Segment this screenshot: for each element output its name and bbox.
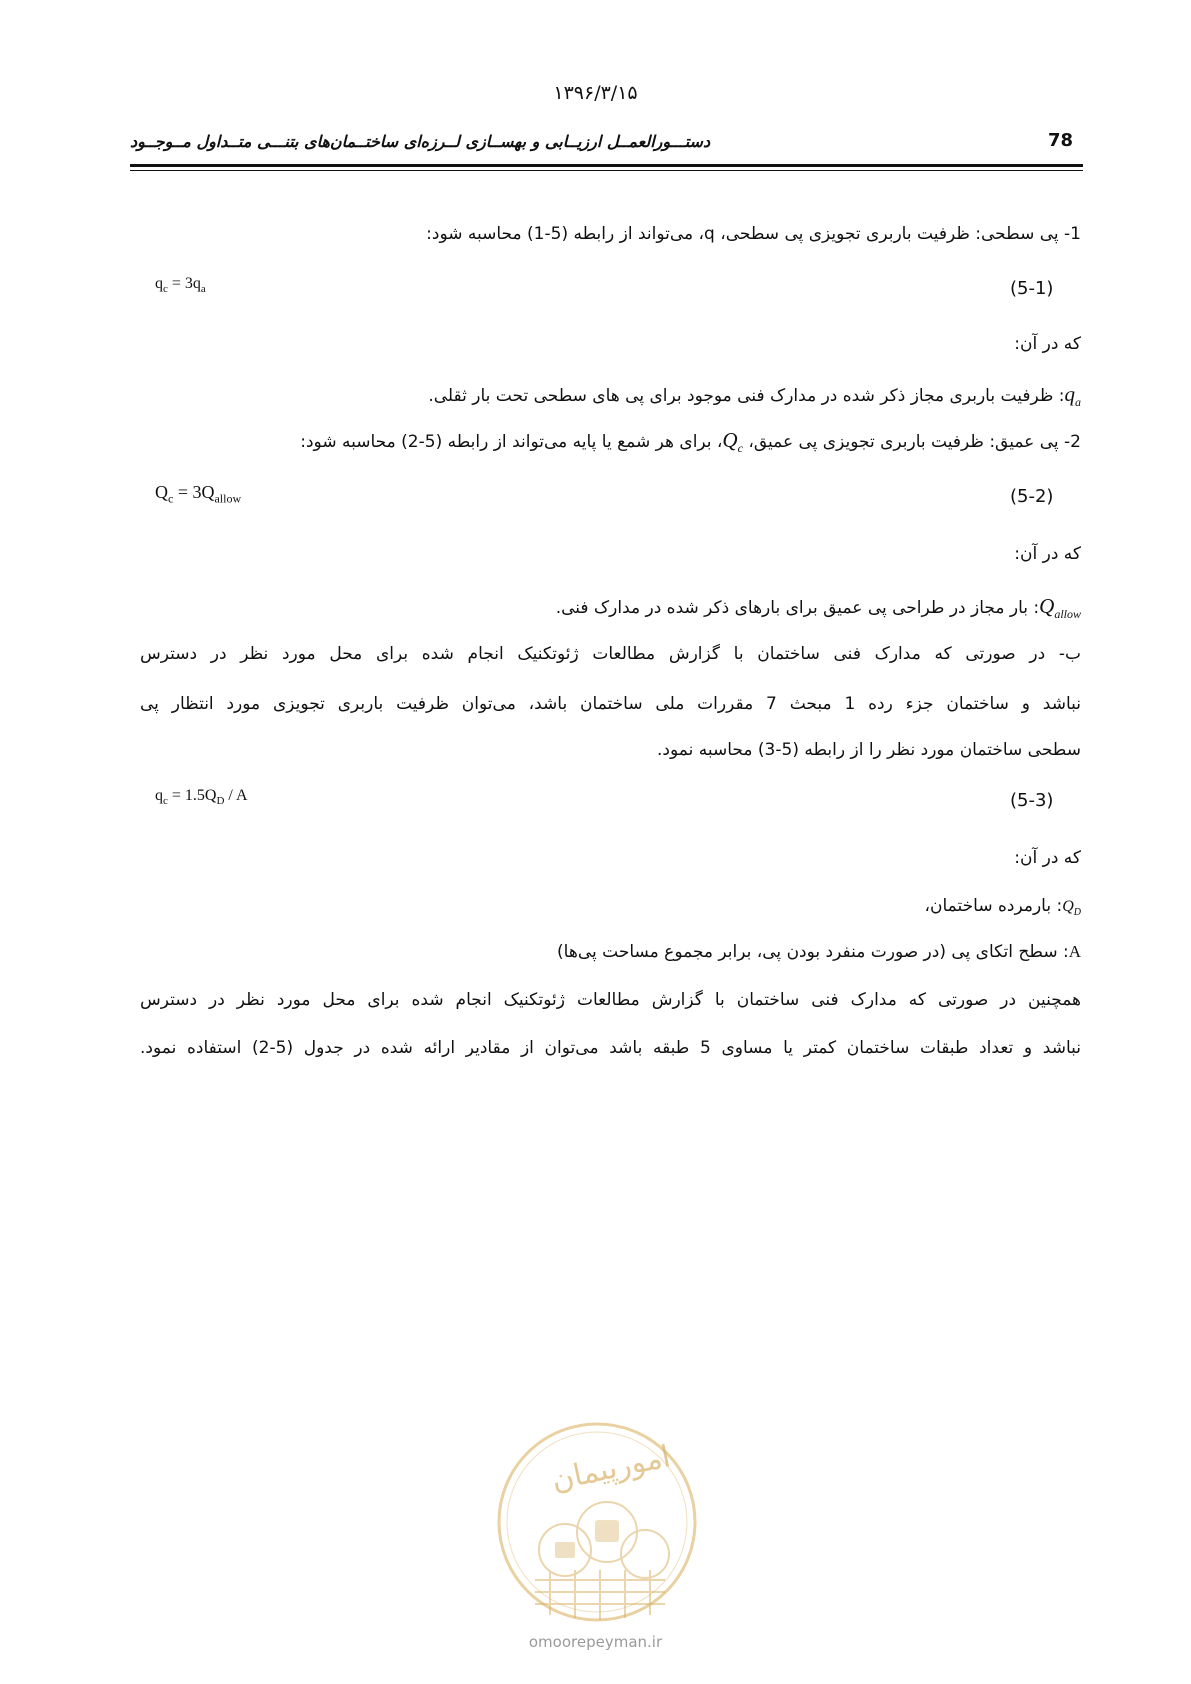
paragraph-b-line-3: سطحی ساختمان مورد نظر را از رابطه (5-3) محاسبه نمود. [657, 740, 1081, 760]
symbol-qd: $Q_D$ [1062, 898, 1081, 919]
definition-a: A: سطح اتکای پی (در صورت منفرد بودن پی، برابر مجموع مساحت پی‌ها) [557, 942, 1081, 962]
final-paragraph-line-1: همچنین در صورتی که مدارک فنی ساختمان با گزارش مطالعات ژئوتکنیک انجام شده برای محل مورد نظر در دسترس [140, 990, 1081, 1010]
equation-1-number: (5-1) [1010, 278, 1054, 299]
final-paragraph-line-2: نباشد و تعداد طبقات ساختمان کمتر یا مساوی 5 طبقه باشد می‌توان از مقادیر ارائه شده در جدول (5-2) استفاده نمود. [140, 1038, 1082, 1058]
equation-3-number: (5-3) [1010, 790, 1054, 811]
svg-text:امورپیمان: امورپیمان [548, 1439, 674, 1499]
equation-2-number: (5-2) [1010, 486, 1054, 507]
equation-3-formula: $q_c = 1.5Q_D / A$ [155, 787, 248, 808]
item1-paragraph: 1- پی سطحی: ظرفیت باربری تجویزی پی سطحی، q، می‌تواند از رابطه (5-1) محاسبه شود: [426, 224, 1081, 244]
where-label-2: که در آن: [1014, 544, 1081, 564]
header-rule-thick [130, 164, 1083, 167]
equation-1-formula: $q_c = 3q_a$ [155, 275, 206, 296]
paragraph-b-line-1: ب- در صورتی که مدارک فنی ساختمان با گزارش مطالعات ژئوتکنیک انجام شده برای محل مورد نظر در دسترس [140, 644, 1081, 664]
equation-2-formula: $Q_c = 3Q_{allow}$ [155, 482, 242, 506]
watermark-logo [495, 1420, 700, 1625]
symbol-a: A [1068, 942, 1081, 961]
item2-paragraph: 2- پی عمیق: ظرفیت باربری تجویزی پی عمیق، $Q_c،$ برای هر شمع یا پایه می‌تواند از رابطه (5-2) محاسبه شود: [300, 428, 1081, 456]
header-rule-thin [130, 170, 1083, 171]
where-label-1: که در آن: [1014, 334, 1081, 354]
symbol-qc: $Q_c$ [722, 428, 743, 456]
definition-qd: $Q_D$: بارمرده ساختمان، [924, 896, 1081, 919]
symbol-qa: $q_a$ [1064, 382, 1081, 410]
page-number: 78 [1048, 130, 1074, 151]
definition-qallow: $Q_{allow}$: بار مجاز در طراحی پی عمیق برای بارهای ذکر شده در مدارک فنی. [555, 594, 1081, 622]
where-label-3: که در آن: [1014, 848, 1081, 868]
document-date: ۱۳۹۶/۳/۱۵ [553, 82, 638, 104]
definition-qa: $q_a$: ظرفیت باربری مجاز ذکر شده در مدارک فنی موجود برای پی های سطحی تحت بار ثقلی. [428, 382, 1081, 410]
watermark-website: omoorepeyman.ir [528, 1633, 663, 1651]
symbol-qallow: $Q_{allow}$ [1039, 594, 1081, 622]
running-title: دستـــورالعمــل ارزیــابی و بهســازی لــرزه‌ای ساختــمان‌های بتنـــی متــداول مــوجــود [130, 132, 711, 151]
paragraph-b-line-2: نباشد و ساختمان جزء رده 1 مبحث 7 مقررات ملی ساختمان باشد، می‌توان ظرفیت باربری تجویزی مورد انتظار پی [140, 694, 1081, 714]
